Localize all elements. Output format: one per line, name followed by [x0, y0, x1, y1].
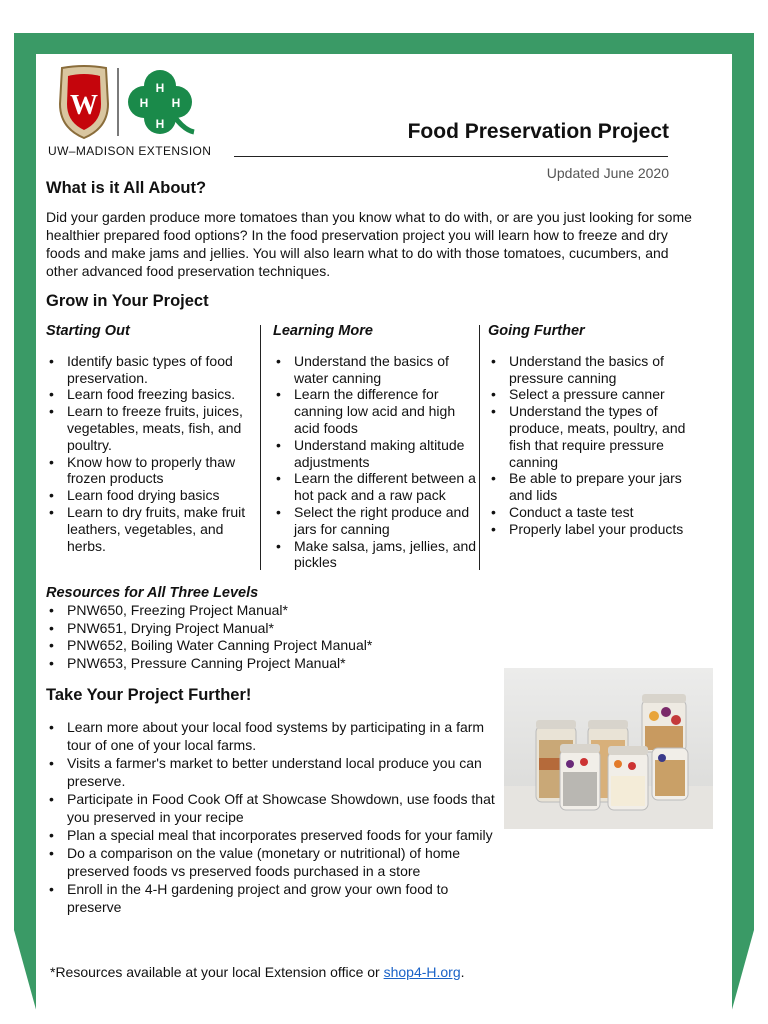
list-item: • Visits a farmer's market to better understand local produce you can preserve.: [46, 754, 506, 790]
uw-crest-icon: [60, 66, 108, 138]
grow-heading: Grow in Your Project: [46, 292, 209, 310]
list-item: • PNW651, Drying Project Manual*: [46, 620, 372, 638]
list-item: • Make salsa, jams, jellies, and pickles: [273, 538, 478, 572]
list-item: • Properly label your products: [488, 521, 693, 538]
column-title: Starting Out: [46, 323, 130, 339]
resources-list: [46, 602, 372, 672]
list-item: • Participate in Food Cook Off at Showcase Showdown, use foods that you preserved in your recipe: [46, 790, 506, 826]
list-item: • PNW653, Pressure Canning Project Manual*: [46, 655, 372, 673]
updated-date: Updated June 2020: [546, 165, 669, 181]
column-going-further: [488, 323, 693, 538]
extension-wordmark: UW–MADISON EXTENSION: [48, 144, 212, 158]
list-item: • Understand the types of produce, meats, poultry, and fish that require pressure canning: [488, 403, 693, 470]
column-divider: [260, 325, 261, 570]
further-list: [46, 718, 506, 916]
footnote-text: *Resources available at your local Extension office or: [50, 964, 384, 980]
column-title: Going Further: [488, 323, 585, 339]
footnote-period: .: [460, 964, 465, 980]
list-item: • Understand making altitude adjustments: [273, 437, 478, 471]
list-item: • Learn the different between a hot pack and a raw pack: [273, 470, 478, 504]
list-item: • Select a pressure canner: [488, 386, 693, 403]
further-heading: Take Your Project Further!: [46, 686, 252, 704]
list-item: • Enroll in the 4-H gardening project and grow your own food to preserve: [46, 880, 506, 916]
page-title: Food Preservation Project: [407, 120, 669, 143]
svg-text:W: W: [70, 90, 98, 121]
resources-heading: Resources for All Three Levels: [46, 585, 259, 601]
preserved-jars-photo: [504, 668, 713, 829]
list-item: • Learn the difference for canning low acid and high acid foods: [273, 386, 478, 436]
footnote: [50, 964, 465, 980]
list-item: • Understand the basics of pressure canning: [488, 353, 693, 387]
svg-text:H: H: [139, 96, 149, 110]
list-item: • Learn to dry fruits, make fruit leathers, vegetables, and herbs.: [46, 504, 256, 554]
list-item: • Learn food freezing basics.: [46, 386, 256, 403]
list-item: • Learn food drying basics: [46, 487, 256, 504]
column-divider: [479, 325, 480, 570]
list-item: • Conduct a taste test: [488, 504, 693, 521]
title-divider: [234, 156, 668, 157]
list-item: • Select the right produce and jars for canning: [273, 504, 478, 538]
list-item: • PNW652, Boiling Water Canning Project Manual*: [46, 637, 372, 655]
border-corner-left: [0, 930, 40, 1024]
svg-text:H: H: [171, 96, 181, 110]
list-item: • Plan a special meal that incorporates preserved foods for your family: [46, 826, 506, 844]
column-starting-out: [46, 323, 256, 554]
svg-text:H: H: [155, 81, 165, 95]
list-item: • Understand the basics of water canning: [273, 353, 478, 387]
list-item: • PNW650, Freezing Project Manual*: [46, 602, 372, 620]
four-h-clover-icon: [128, 70, 194, 134]
list-item: • Do a comparison on the value (monetary or nutritional) of home preserved foods vs preserved foods purchased in a store: [46, 844, 506, 880]
list-item: • Be able to prepare your jars and lids: [488, 470, 693, 504]
column-title: Learning More: [273, 323, 373, 339]
list-item: • Know how to properly thaw frozen products: [46, 454, 256, 488]
list-item: • Identify basic types of food preservation.: [46, 353, 256, 387]
list-item: • Learn to freeze fruits, juices, vegetables, meats, fish, and poultry.: [46, 403, 256, 453]
list-item: • Learn more about your local food systems by participating in a farm tour of one of your local farms.: [46, 718, 506, 754]
border-corner-right: [728, 930, 768, 1024]
shop-4h-link[interactable]: shop4-H.org: [383, 964, 461, 980]
column-learning-more: [273, 323, 478, 571]
svg-text:H: H: [155, 117, 165, 131]
about-heading: What is it All About?: [46, 179, 207, 197]
about-paragraph: Did your garden produce more tomatoes than you know what to do with, or are you just looking for some healthier prepared food options? In the food preservation project you will learn how to freeze and dry foods and make jams and jellies. You will also learn what to do with those tomatoes, cucumbers, and other advanced food preservation techniques.: [46, 209, 692, 279]
